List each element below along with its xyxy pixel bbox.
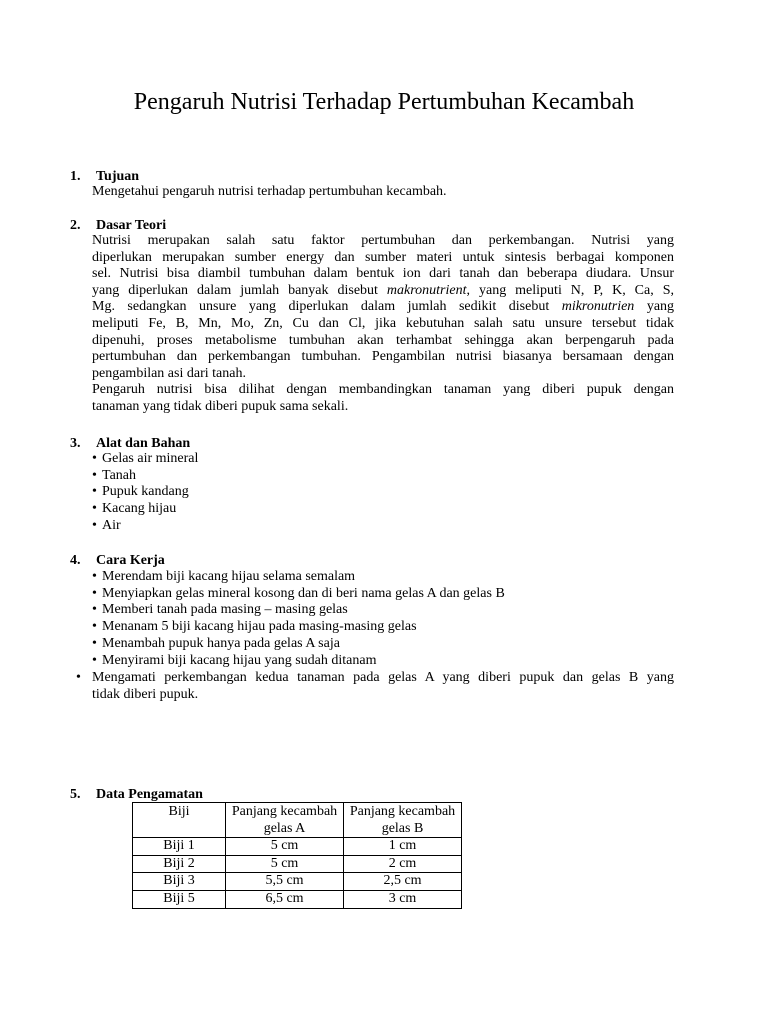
bullet-icon: • <box>92 467 97 483</box>
cara-kerja-list <box>92 569 505 669</box>
list-item-text: Gelas air mineral <box>102 451 199 466</box>
table-cell: 1 cm <box>344 838 462 856</box>
table-cell: Biji 1 <box>133 838 226 856</box>
list-item-text: Menambah pupuk hanya pada gelas A saja <box>102 635 340 651</box>
table-cell: 5,5 cm <box>226 873 344 891</box>
bullet-icon: • <box>92 484 97 500</box>
section-number: 2. <box>70 218 81 233</box>
bullet-icon: • <box>92 635 97 651</box>
section-title: Cara Kerja <box>96 553 165 568</box>
tujuan-paragraph: Mengetahui pengaruh nutrisi terhadap pertumbuhan kecambah. <box>92 184 447 199</box>
text-segment: , yang meliputi N, P, K, Ca, S, <box>466 282 675 298</box>
text-line: Mengamati perkembangan kedua tanaman pada gelas A yang diberi pupuk dan gelas B yang <box>92 670 674 685</box>
list-item-text: Pupuk kandang <box>102 484 189 500</box>
bullet-icon: • <box>92 602 97 618</box>
list-item-text: Menyiapkan gelas mineral kosong dan di beri nama gelas A dan gelas B <box>102 585 505 601</box>
table-header-row <box>133 803 462 838</box>
dasar-teori-text <box>92 233 674 416</box>
list-item-wide <box>76 670 674 703</box>
section-title: Data Pengamatan <box>96 787 203 802</box>
text-line: tanaman yang tidak diberi pupuk sama sekali. <box>92 398 349 414</box>
list-item-text: Kacang hijau <box>102 501 177 517</box>
alat-bahan-list <box>92 451 198 535</box>
table-cell: 5 cm <box>226 855 344 873</box>
text-line: Pengaruh nutrisi bisa dilihat dengan membandingkan tanaman yang diberi pupuk dengan <box>92 382 674 398</box>
text-line: pengambilan asi dari tanah. <box>92 365 246 381</box>
section-number: 4. <box>70 553 81 568</box>
section-heading-cara-kerja <box>70 552 165 569</box>
section-number: 1. <box>70 169 81 184</box>
list-item-text: Air <box>102 517 121 533</box>
bullet-icon: • <box>92 569 97 584</box>
table-header-cell: Panjang kecambah gelas B <box>344 803 462 838</box>
table-cell: Biji 3 <box>133 873 226 891</box>
list-item <box>92 602 505 619</box>
bullet-icon: • <box>92 652 97 668</box>
term-makronutrient: makronutrient <box>386 282 467 298</box>
table-cell: 5 cm <box>226 838 344 856</box>
section-heading-tujuan <box>70 168 139 185</box>
list-item-text: Memberi tanah pada masing – masing gelas <box>102 602 348 618</box>
text-line: Nutrisi merupakan salah satu faktor pertumbuhan dan perkembangan. Nutrisi yang <box>92 233 674 248</box>
section-heading-data-pengamatan <box>70 786 203 803</box>
tujuan-text <box>92 184 674 201</box>
list-item <box>92 518 198 535</box>
table-cell: 3 cm <box>344 890 462 908</box>
text-line <box>92 283 674 300</box>
text-line: tidak diberi pupuk. <box>92 686 199 702</box>
list-item <box>92 586 505 603</box>
bullet-icon: • <box>92 451 97 466</box>
list-item <box>92 484 198 501</box>
table-cell: Biji 2 <box>133 855 226 873</box>
section-title: Tujuan <box>96 169 140 184</box>
section-number: 3. <box>70 436 81 451</box>
table-header-cell: Panjang kecambah gelas A <box>226 803 344 838</box>
list-item <box>92 451 198 468</box>
section-heading-alat-bahan <box>70 435 190 452</box>
table-row <box>133 855 462 873</box>
list-item <box>92 653 505 670</box>
bullet-icon: • <box>76 670 81 685</box>
bullet-icon: • <box>92 501 97 517</box>
list-item-text: Merendam biji kacang hijau selama semalam <box>102 569 356 584</box>
list-item <box>92 569 505 586</box>
table-cell: Biji 5 <box>133 890 226 908</box>
term-mikronutrien: mikronutrien <box>561 299 635 315</box>
text-line: dipenuhi, proses metabolisme tumbuhan akan terhambat sehingga akan berpengaruh pada <box>92 332 674 348</box>
observation-table <box>132 802 462 909</box>
table-row <box>133 838 462 856</box>
text-line: pertumbuhan dan perkembangan tumbuhan. Pengambilan nutrisi biasanya bersamaan dengan <box>92 349 674 365</box>
section-title: Dasar Teori <box>96 218 167 233</box>
text-segment: Mg. sedangkan unsure yang diperlukan dalam jumlah sedikit disebut <box>92 299 550 315</box>
section-number: 5. <box>70 787 81 802</box>
list-item-text: Menanam 5 biji kacang hijau pada masing-masing gelas <box>102 619 417 635</box>
bullet-icon: • <box>92 517 97 533</box>
text-line: diperlukan merupakan sumber energy dan sumber materi untuk sintesis berbagai komponen <box>92 249 674 265</box>
list-item <box>92 468 198 485</box>
section-title: Alat dan Bahan <box>96 436 191 451</box>
list-item-text: Tanah <box>102 467 137 483</box>
section-heading-dasar-teori <box>70 217 166 234</box>
text-segment: yang diperlukan dalam jumlah banyak disebut <box>92 282 378 298</box>
bullet-icon: • <box>92 619 97 635</box>
list-item <box>92 619 505 636</box>
table-header-cell: Biji <box>133 803 226 838</box>
table-cell: 2,5 cm <box>344 873 462 891</box>
document-title: Pengaruh Nutrisi Terhadap Pertumbuhan Kecambah <box>133 89 635 115</box>
list-item-text <box>92 670 674 703</box>
text-line: meliputi Fe, B, Mn, Mo, Zn, Cu dan Cl, jika kebutuhan salah satu unsure tersebut tidak <box>92 315 674 331</box>
text-line: sel. Nutrisi bisa diambil tumbuhan dalam bentuk ion dari tanah dan beberapa diudara. Unsur <box>92 266 674 282</box>
table-row <box>133 873 462 891</box>
table-cell: 6,5 cm <box>226 890 344 908</box>
text-segment: yang <box>646 299 675 315</box>
bullet-icon: • <box>92 585 97 601</box>
list-item <box>92 636 505 653</box>
table-row <box>133 890 462 908</box>
table-cell: 2 cm <box>344 855 462 873</box>
text-line <box>92 299 674 316</box>
list-item-text: Menyirami biji kacang hijau yang sudah ditanam <box>102 652 377 668</box>
list-item <box>92 501 198 518</box>
